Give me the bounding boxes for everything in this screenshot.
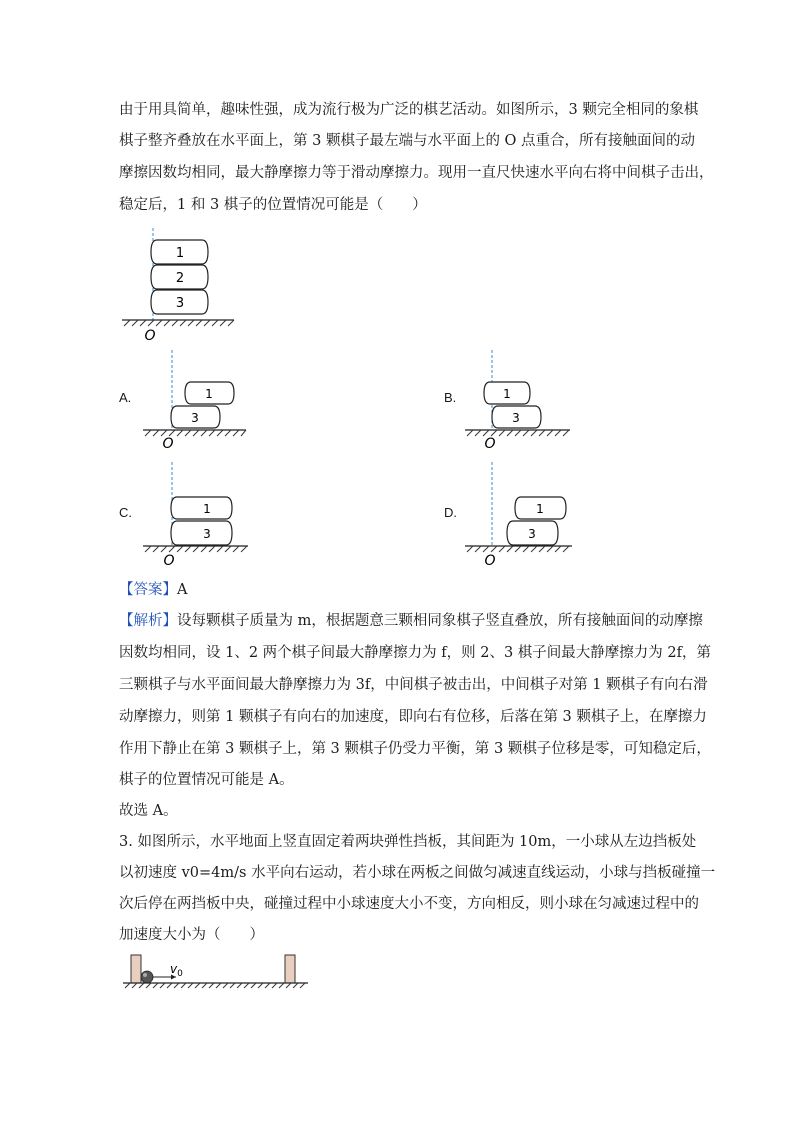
piece-1-label: 1 <box>175 246 185 261</box>
option-a-top: 1 <box>205 387 213 401</box>
analysis-text-1: 设每颗棋子质量为 m，根据题意三颗相同象棋子竖直叠放，所有接触面间的动摩擦 <box>177 613 703 629</box>
option-b-top: 1 <box>503 387 511 401</box>
q2-line-4: 稳定后，1 和 3 棋子的位置情况可能是（ ） <box>119 197 427 213</box>
stack-figure <box>110 228 250 348</box>
answer-value: A <box>177 582 188 598</box>
analysis-line-6: 棋子的位置情况可能是 A。 <box>119 772 294 788</box>
option-d-point: O <box>484 553 496 569</box>
analysis-line-4: 动摩擦力，则第 1 颗棋子有向右的加速度，即向右有位移，后落在第 3 颗棋子上，在摩擦力 <box>119 709 707 725</box>
option-b-point: O <box>484 436 496 452</box>
option-d-label: D. <box>444 505 457 520</box>
option-d-figure <box>462 462 582 567</box>
point-o-label: O <box>144 328 156 344</box>
option-c-label: C. <box>119 505 132 520</box>
q2-line-2: 棋子整齐叠放在水平面上，第 3 颗棋子最左端与水平面上的 O 点重合，所有接触面间的动 <box>119 133 696 149</box>
ball <box>141 971 153 983</box>
q3-line-4: 加速度大小为（ ） <box>119 927 264 943</box>
velocity-label: $v_0$ <box>170 962 183 979</box>
analysis-line-1 <box>119 611 703 631</box>
option-a-bottom: 3 <box>191 411 199 425</box>
analysis-line-2: 因数均相同，设 1、2 两个棋子间最大静摩擦力为 f，则 2、3 棋子间最大静摩擦力为 2f，第 <box>119 645 712 661</box>
option-d-bottom: 3 <box>528 527 536 541</box>
piece-3-label: 3 <box>175 296 185 311</box>
option-c-top: 1 <box>203 502 211 516</box>
analysis-line-5: 作用下静止在第 3 颗棋子上，第 3 颗棋子仍受力平衡，第 3 颗棋子位移是零，可知稳定后， <box>119 741 711 757</box>
option-b-bottom: 3 <box>512 411 520 425</box>
option-b-label: B. <box>444 390 457 405</box>
q3-line-3: 次后停在两挡板中央，碰撞过程中小球速度大小不变，方向相反，则小球在匀减速过程中的 <box>119 896 699 912</box>
q2-line-1: 由于用具简单，趣味性强，成为流行极为广泛的棋艺活动。如图所示，3 颗完全相同的象棋 <box>119 102 699 118</box>
option-b-figure <box>462 350 582 450</box>
q3-line-1: 3. 如图所示，水平地面上竖直固定着两块弹性挡板，其间距为 10m，一小球从左边挡板处 <box>119 834 697 850</box>
q3-figure <box>120 950 320 995</box>
option-c-figure <box>140 462 260 567</box>
answer-tag: 【答案】 <box>119 582 177 598</box>
option-d-top: 1 <box>536 502 544 516</box>
analysis-tag: 【解析】 <box>119 613 177 629</box>
left-barrier <box>131 955 141 983</box>
option-a-label: A. <box>119 390 132 405</box>
option-a-figure <box>140 350 260 450</box>
right-barrier <box>285 955 295 983</box>
answer-line <box>119 580 187 600</box>
q3-line-2: 以初速度 v0=4m/s 水平向右运动，若小球在两板之间做匀减速直线运动，小球与挡板碰撞一 <box>119 865 716 881</box>
analysis-line-3: 三颗棋子与水平面间最大静摩擦力为 3f，中间棋子被击出，中间棋子对第 1 颗棋子有向右滑 <box>119 677 708 693</box>
piece-2-label: 2 <box>175 271 185 286</box>
option-a-point: O <box>162 436 174 452</box>
option-c-bottom: 3 <box>203 527 211 541</box>
conclusion: 故选 A。 <box>119 803 178 819</box>
option-c-point: O <box>163 553 175 569</box>
q2-line-3: 摩擦因数均相同，最大静摩擦力等于滑动摩擦力。现用一直尺快速水平向右将中间棋子击出， <box>119 165 714 181</box>
